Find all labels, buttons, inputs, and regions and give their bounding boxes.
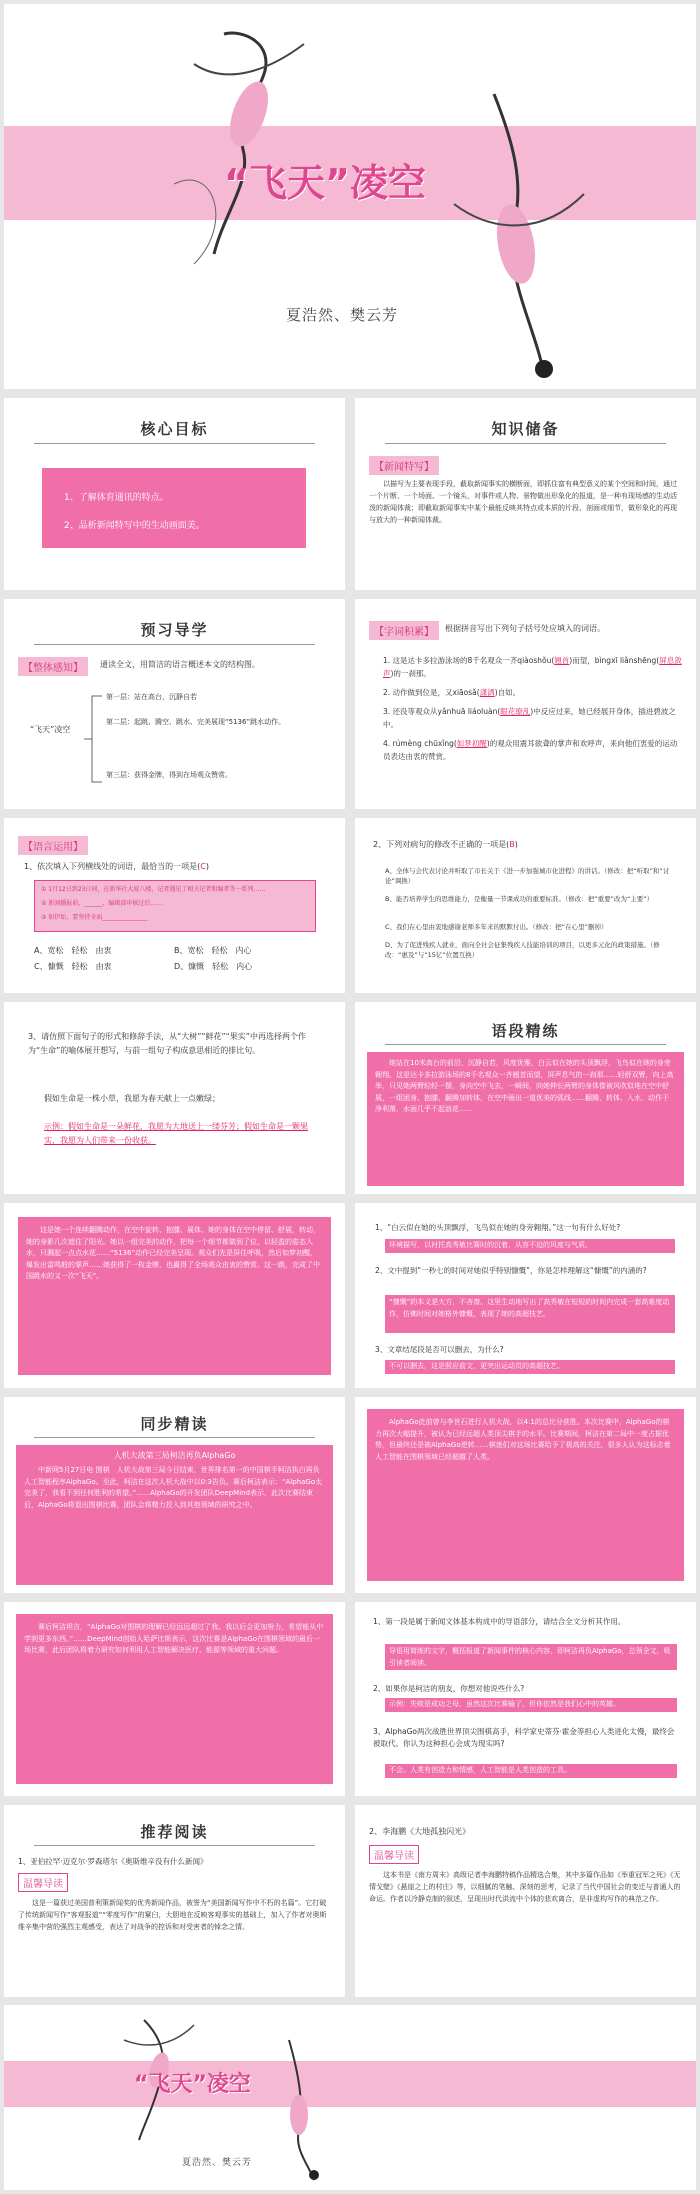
sync3-box	[16, 1614, 333, 1784]
words-slide	[355, 599, 696, 809]
sync-box	[16, 1445, 333, 1585]
answer: 不会。人类有创造力和情感，人工智能是人类创造的工具。	[389, 1766, 571, 1774]
cover-author: 夏浩然、樊云芳	[286, 306, 399, 324]
q2-option: D、为了促进残疾人就业，面向全社会征集残疾人技能培训的项目，以更多元化的政策措施。（修改：“惠及”与“15亿”位置互换）	[385, 941, 660, 959]
q2-question: 2、下列对病句的修改不正确的一项是(B)	[373, 840, 518, 849]
answer-box	[385, 1698, 677, 1712]
option-c: C、慷慨 轻松 由衷	[34, 962, 112, 971]
knowledge-body: 以描写为主要表现手段，截取新闻事实的横断面，即抓住富有典型意义的某个空间和时间，通过一个片断、一个场面、一个镜头，对事件或人物、景物做出形象化的报道，是一种有现场感的生动活泼的新闻体裁；即截取新闻事实中某个最能反映其特点或本质的片段、剖面或细节，做形象化的再现与放大的一种新闻体裁。	[369, 480, 677, 524]
answer: 导语用简练的文字，概括报道了新闻事件的核心内容，即柯洁再负AlphaGo，总领全文，吸引读者阅读。	[389, 1647, 671, 1667]
reading2-slide	[4, 1203, 345, 1388]
structure-root: “飞天”凌空	[30, 725, 71, 734]
divider	[385, 1044, 666, 1045]
dancer-figure-right	[434, 84, 604, 384]
sync3-slide	[4, 1602, 345, 1796]
cover-title: “飞天”凌空	[224, 161, 426, 205]
excerpt-line: ② 新闻播报前，______，编辑部审核过后……	[41, 900, 163, 907]
sync2-slide	[355, 1397, 696, 1593]
q3-example: 假如生命是一株小草，我愿为春天献上一点嫩绿；	[44, 1094, 220, 1103]
preview-slide	[4, 599, 345, 809]
words-instruction: 根据拼音写出下列句子括号处应填入的词语。	[445, 624, 605, 633]
question: 1、“白云似在她的头顶飘浮，飞鸟似在她的身旁翱翔。”这一句有什么好处?	[375, 1223, 621, 1232]
guide-tag: 温馨导读	[369, 1845, 419, 1864]
goal-item: 1、了解体育通讯的特点。	[64, 493, 169, 503]
question: 1、第一段是属于新闻文体基本构成中的导语部分，请结合全文分析其作用。	[373, 1617, 626, 1626]
q2-option: B、能否培养学生的思维能力，是衡量一节课成功的重要标准。（修改：把“重要”改为“主要”）	[385, 895, 654, 903]
answer-box	[385, 1295, 675, 1333]
divider	[34, 1845, 315, 1846]
q3-question: 3、请仿照下面句子的形式和修辞手法，从“大树”“鲜花”“果实”中再选择两个作为“生命”的喻体展开想写，与前一组句子构成意思相近的排比句。	[28, 1032, 306, 1055]
option-a: A、宽松 轻松 由衷	[34, 946, 112, 955]
word-item: 3. 还没等观众从yǎnhuā liáoluàn(眼花缭乱)中反应过来，她已经展开身体，插进碧波之中。	[383, 707, 676, 729]
sync2-box	[367, 1409, 684, 1581]
words-list	[383, 654, 683, 769]
option-b: B、宽松 轻松 内心	[174, 946, 252, 955]
syncq-slide	[355, 1602, 696, 1796]
option-d: D、慷慨 轻松 内心	[174, 962, 253, 971]
goals-slide	[4, 398, 345, 590]
divider	[34, 644, 315, 645]
cover-slide	[4, 4, 696, 389]
goal-item: 2、品析新闻特写中的生动画面美。	[64, 521, 205, 531]
recommend-slide	[4, 1805, 345, 1997]
structure-branch: 第三层：获得金牌，得到在场观众赞赏。	[106, 771, 232, 779]
reading-box	[367, 1052, 684, 1186]
book2-title: 2、李海鹏《大地孤独闪光》	[369, 1827, 471, 1836]
reading2q-slide	[355, 1203, 696, 1388]
question: 2、如果你是柯洁的朋友，你想对他说些什么?	[373, 1684, 525, 1693]
preview-heading: 预习导学	[140, 621, 209, 639]
word-item: 2. 动作做到位是，又xiāosǎ(潇洒)自如。	[383, 688, 521, 697]
excerpt-line: ① 1月12日到23日间，在新华社大厦八楼，记者遇见了相关记者和编者等一系列……	[41, 886, 266, 893]
question: 2、文中提到“一秒七的时间对她似乎特别慷慨”，你是怎样理解这“慷慨”的内涵的?	[375, 1266, 647, 1275]
lang-question: 1、依次填入下列横线处的词语，最恰当的一项是(C)	[24, 862, 209, 871]
knowledge-heading: 知识储备	[491, 420, 560, 438]
q3-answer: 示例：假如生命是一朵鲜花，我愿为大地送上一缕芬芳；假如生命是一颗果实，我愿为人们带来一份收获。	[44, 1122, 308, 1145]
divider	[34, 443, 315, 444]
book1-body: 这是一篇获过美国普利策新闻奖的优秀新闻作品，被誉为“美国新闻写作中不朽的名篇”。它打破了传统新闻写作“客观报道”“零度写作”的窠臼，大胆地在反映客观事实的基础上，加入了作者对奥斯维辛集中营的强烈主观感受，表达了对战争的控诉和对受害者的悼念之情。	[18, 1899, 327, 1931]
title-band	[4, 2061, 696, 2107]
words-tag: 【字词积累】	[369, 621, 439, 640]
structure-bracket	[84, 694, 104, 784]
reading-slide	[355, 1002, 696, 1194]
reading-heading: 语段精练	[491, 1022, 560, 1040]
answer: 环境描写，以衬托高秀敏比赛时的沉着，从容不迫的风度与气质。	[389, 1241, 592, 1249]
recommend-heading: 推荐阅读	[140, 1823, 209, 1841]
lang-tag: 【语言运用】	[18, 836, 88, 855]
answer: 示例：失败是成功之母，虽然这次比赛输了，但你依然是我们心中的英雄。	[389, 1700, 620, 1708]
sync-title: 人机大战第三局柯洁再负AlphaGo	[113, 1451, 236, 1460]
lang-excerpt-box	[34, 880, 316, 932]
answer-box	[385, 1764, 677, 1778]
dancer-figure-left	[154, 24, 354, 274]
sync-body: 中新网5月27日电 围棋 人机大战第三局今日结束，世界排名第一的中国棋手柯洁执白再负人工智能程序AlphaGo。至此，柯洁在这次人机大战中以0:3告负。赛后柯洁表示：“AlphaGo太完美了，我看不到任何胜利的希望。”……AlphaGo的开发团队DeepMind表示，此次比赛结束后，AlphaGo将退出围棋比赛，团队会将精力投入到其他领域的研究之中。	[24, 1466, 323, 1509]
recommend2-slide	[355, 1805, 696, 1997]
answer: “慷慨”的本义是大方，不吝啬。这里生动地写出了高秀敏在短短的时间内完成一套高难度动作，仿佛时间对她格外慷慨，表现了她的高超技艺。	[389, 1298, 670, 1318]
answer-box	[385, 1360, 675, 1374]
reading2-body: 这是她一个连续翻腾动作，在空中旋转、抱膝、展体。她的身体在空中停留、舒展，转动，她的身影几次遮住了阳光。她以一组完美的动作，把每一个细节都做到了位，以轻盈的姿态入水，只溅起一点点水花……“5136”动作已经完美呈现。观众们先是屏住呼吸，然后如梦初醒，爆发出雷鸣般的掌声……她获得了一枚金牌，也赢得了全场观众由衷的赞赏。这一跳，完成了中国跳水的又一次“飞天”。	[26, 1226, 320, 1280]
divider	[34, 1437, 315, 1438]
answer-box	[385, 1239, 675, 1253]
sync-slide	[4, 1397, 345, 1593]
structure-branch: 第二层：起跳、腾空、跳水、完美展现“5136”跳水动作。	[106, 718, 286, 726]
reading-body: 她站在10米高台的前沿，沉静自若，风度优雅，白云似在她的头顶飘浮，飞鸟似在她的身旁翱翔。这是达卡多拉游泳场的8千名观众一齐翘首而望，屏声息气的一刹那……轻舒双臂，向上高举，只见她两臂轻轻一摆，身向空中飞去，一瞬间，向她伸长两臂的身体像被风吹似地在空中舒展，一组团身、抱膝、翻腾加转体，在空中画出一道优美的弧线……翻腾、转体、入水，动作干净利落，水面几乎不起浪花……	[375, 1059, 674, 1113]
closing-title: “飞天”凌空	[134, 2072, 251, 2097]
sync3-body: 赛后柯洁坦言，“AlphaGo对围棋的理解已经远远超过了我。我以后会更加努力，希望能从中学到更多东西。”……DeepMind创始人哈萨比斯表示，这次比赛是AlphaGo在围棋领域的最后一场比赛，此后团队将着力研究如何利用人工智能解决医疗、能源等领域的重大问题。	[24, 1623, 324, 1654]
book2-body: 这本书是《南方周末》高级记者李海鹏特稿作品精选合集，其中多篇作品如《举重冠军之死》《无情戈壁》《悬崖之上的村庄》等，以细腻的笔触、深刻的思考，记录了当代中国社会的变迁与普通人的命运。作者以冷静克制的叙述，呈现出时代洪流中个体的悲欢离合，是非虚构写作的典范之作。	[369, 1871, 681, 1903]
word-item: 4. rúmèng chūxǐng(如梦初醒)的观众用震耳欲聋的掌声和欢呼声，来向他们衷爱的运动员表达由衷的赞赏。	[383, 739, 678, 761]
q2-slide	[355, 818, 696, 993]
book1-title: 1、亚伯拉罕·迈克尔·罗森塔尔《奥斯维辛没有什么新闻》	[18, 1857, 208, 1866]
q2-option: C、我们在心里由衷地感谢老师多年来的默默付出。（修改：把“在心里”删掉）	[385, 923, 608, 931]
sync2-body: AlphaGo此前曾与李世石进行人机大战，以4:1的总比分获胜。本次比赛中，AlphaGo的棋力再次大幅提升，被认为已经远超人类顶尖棋手的水平。比赛期间，柯洁在第二局中一度占据优势，但最终还是被AlphaGo逆转……棋迷们对这场比赛给予了极高的关注，很多人认为这标志着人工智能在围棋领域已经超越了人类。	[375, 1418, 671, 1461]
goals-box	[42, 468, 306, 548]
reading2-box	[18, 1217, 331, 1375]
knowledge-tag: 【新闻特写】	[369, 456, 439, 475]
structure-branch: 第一层：站在高台，沉静自若	[106, 693, 197, 701]
dancer-figure-right	[259, 2035, 339, 2185]
answer: 不可以删去，这是照应前文，更突出运动员的高超技艺。	[389, 1362, 564, 1370]
question: 3、文章结尾段是否可以删去，为什么?	[375, 1345, 504, 1354]
preview-instruction: 通读全文，用简洁的语言概述本文的结构图。	[100, 660, 260, 669]
preview-tag: 【整体感知】	[18, 657, 88, 676]
closing-slide	[4, 2005, 696, 2190]
divider	[385, 443, 666, 444]
goals-heading: 核心目标	[140, 420, 209, 438]
guide-tag: 温馨导读	[18, 1873, 68, 1892]
question: 3、AlphaGo两次战胜世界顶尖围棋高手，科学家史蒂芬·霍金等担心人类进化太慢，最终会被取代。你认为这种担心会成为现实吗?	[373, 1727, 675, 1748]
knowledge-slide	[355, 398, 696, 590]
word-item: 1. 这是达卡多拉游泳场的8千名观众一齐qiàoshǒu(翘首)而望，bìngxī liǎnshēng(屏息敛声)的一刹那。	[383, 656, 682, 678]
q2-option: A、全体与会代表讨论并听取了市长关于《进一步加强城市化进程》的讲话。（修改：把“听取”和“讨论”调换）	[385, 867, 670, 885]
excerpt-line: ③ 如伊始，要坚持全面_______________	[41, 914, 148, 921]
answer-box	[385, 1644, 677, 1670]
closing-author: 夏浩然、樊云芳	[182, 2158, 253, 2168]
q3-slide	[4, 1002, 345, 1194]
sync-heading: 同步精读	[140, 1415, 209, 1433]
lang-slide	[4, 818, 345, 993]
